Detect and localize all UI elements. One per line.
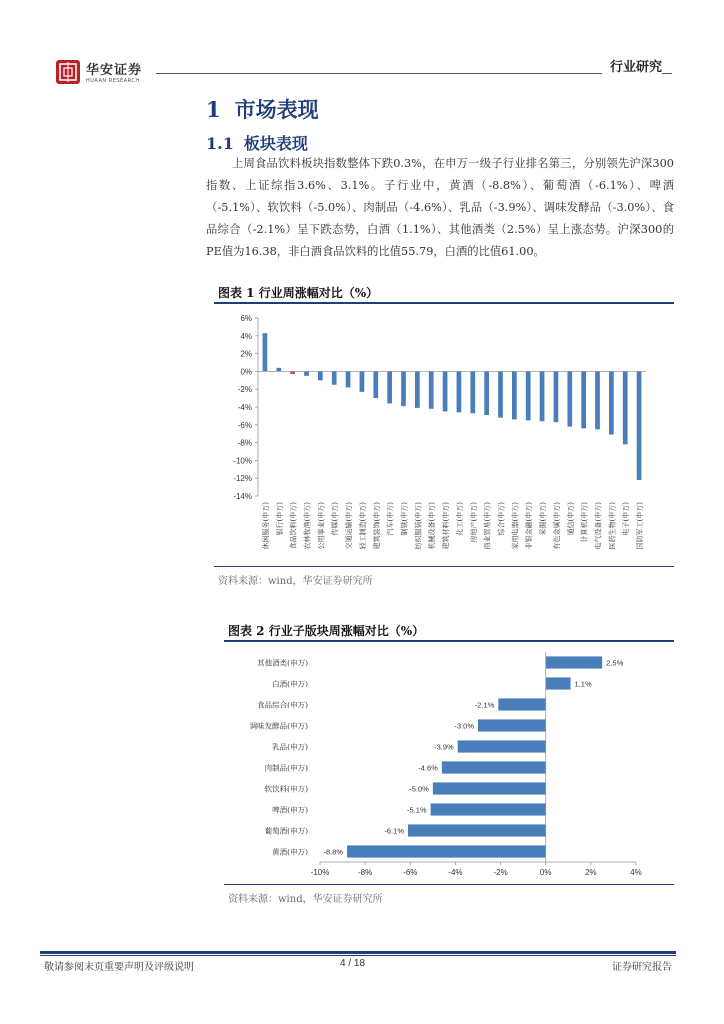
chart2-x-tick-label: 0% bbox=[539, 868, 552, 877]
chart2-y-label: 食品综合(申万) bbox=[257, 700, 308, 710]
chart2-data-label: -8.8% bbox=[323, 847, 344, 857]
chart1-bar bbox=[401, 371, 406, 406]
chart1-x-label: 汽车(申万) bbox=[386, 502, 395, 536]
chart1-x-label: 休闲服务(申万) bbox=[261, 502, 270, 550]
chart1-bar bbox=[443, 371, 448, 411]
chart1-bar bbox=[540, 371, 545, 421]
chart1-x-label: 纺织服装(申万) bbox=[414, 502, 423, 550]
chart1-bar bbox=[637, 371, 642, 480]
chart1-bar bbox=[304, 371, 309, 375]
chart1-bar bbox=[595, 371, 600, 429]
chart1-bar bbox=[373, 371, 378, 398]
chart2-data-label: -2.1% bbox=[474, 700, 495, 710]
chart2-data-label: 1.1% bbox=[574, 679, 592, 689]
chart1-bar bbox=[623, 371, 628, 444]
figure-1-chart bbox=[214, 306, 674, 564]
chart1-y-tick-label: 2% bbox=[240, 349, 252, 359]
figure-1-top-rule bbox=[214, 302, 674, 304]
chart1-y-tick-label: -2% bbox=[237, 385, 252, 395]
chart2-data-label: -6.1% bbox=[384, 826, 405, 836]
header-section-label: 行业研究 bbox=[602, 56, 662, 75]
chart2-bar bbox=[408, 824, 546, 836]
chart1-bar bbox=[470, 371, 475, 413]
chart2-y-label: 啤酒(申万) bbox=[272, 805, 308, 815]
chart1-y-tick-label: -14% bbox=[233, 492, 252, 501]
brand-name-en: HUAAN RESEARCH bbox=[86, 78, 140, 84]
chart1-x-label: 通信(申万) bbox=[566, 502, 575, 536]
chart2-x-tick-label: -6% bbox=[403, 868, 418, 877]
chart2-data-label: 2.5% bbox=[606, 658, 624, 668]
chart2-y-label: 乳品(申万) bbox=[272, 742, 308, 752]
chart1-bar bbox=[581, 371, 586, 428]
chart2-data-label: -4.6% bbox=[418, 763, 438, 773]
chart1-x-label: 电气设备(申万) bbox=[594, 502, 603, 550]
chart1-x-label: 建筑材料(申万) bbox=[442, 502, 451, 550]
chart1-bar bbox=[263, 333, 268, 371]
chart1-bar bbox=[360, 371, 365, 391]
chart1-y-tick-label: -12% bbox=[233, 474, 252, 484]
page-number: 4 / 18 bbox=[340, 958, 366, 969]
chart1-bar bbox=[512, 371, 517, 419]
chart1-x-label: 化工(申万) bbox=[455, 502, 464, 536]
chart1-bar bbox=[526, 371, 531, 420]
chart2-y-label: 葡萄酒(申万) bbox=[264, 826, 308, 836]
chart1-x-label: 有色金属(申万) bbox=[552, 502, 561, 550]
chart1-bar bbox=[554, 371, 559, 422]
chart1-y-tick-label: -6% bbox=[237, 420, 252, 430]
chart1-x-label: 建筑装饰(申万) bbox=[372, 502, 381, 550]
footer-disclaimer: 敬请参阅末页重要声明及评级说明 bbox=[44, 962, 194, 973]
subsection-title: 板块表现 bbox=[243, 134, 308, 153]
chart2-data-label: -3.9% bbox=[434, 742, 454, 752]
figure-1-source: 资料来源：wind，华安证券研究所 bbox=[218, 576, 373, 587]
chart1-bar bbox=[498, 371, 503, 417]
chart2-y-label: 软饮料(申万) bbox=[264, 784, 308, 794]
figure-2-source: 资料来源：wind，华安证券研究所 bbox=[228, 894, 383, 905]
chart1-x-label: 计算机(申万) bbox=[580, 502, 589, 543]
chart1-x-label: 商业贸易(申万) bbox=[483, 502, 492, 550]
chart2-y-label: 其他酒类(申万) bbox=[257, 658, 308, 668]
chart2-bar bbox=[433, 782, 546, 794]
chart2-y-label: 肉制品(申万) bbox=[264, 763, 308, 773]
chart1-x-label: 农林牧渔(申万) bbox=[303, 502, 312, 550]
header-rule bbox=[156, 73, 672, 74]
chart1-bar bbox=[276, 368, 281, 372]
brand-name: 华安证券 bbox=[86, 63, 143, 78]
chart1-bar bbox=[429, 371, 434, 408]
chart2-data-label: -5.0% bbox=[409, 784, 429, 794]
chart1-y-tick-label: 6% bbox=[240, 314, 252, 323]
chart2-bar bbox=[442, 761, 546, 773]
chart1-bar bbox=[318, 371, 323, 380]
chart1-bar bbox=[332, 371, 337, 384]
chart1-x-label: 医药生物(申万) bbox=[608, 502, 617, 550]
chart2-x-tick-label: 2% bbox=[585, 868, 597, 877]
chart1-y-tick-label: -8% bbox=[237, 438, 252, 448]
chart1-x-label: 房地产(申万) bbox=[469, 502, 478, 543]
chart1-y-tick-label: 4% bbox=[240, 331, 252, 341]
chart1-bar bbox=[484, 371, 489, 415]
figure-1-bottom-rule bbox=[214, 566, 674, 567]
subsection-heading bbox=[206, 131, 308, 154]
section-heading bbox=[206, 94, 319, 124]
figure-2-bottom-rule bbox=[224, 884, 674, 885]
chart1-x-label: 综合(申万) bbox=[497, 502, 506, 536]
chart2-y-label: 黄酒(申万) bbox=[272, 847, 308, 857]
chart2-x-tick-label: 4% bbox=[630, 868, 642, 877]
section-number: 1 bbox=[206, 97, 221, 122]
chart1-y-tick-label: 0% bbox=[240, 367, 252, 377]
chart1-bar bbox=[567, 371, 572, 426]
chart1-x-label: 国防军工(申万) bbox=[636, 502, 645, 550]
chart1-y-tick-label: -4% bbox=[237, 403, 252, 412]
chart2-bar bbox=[458, 740, 546, 752]
footer-rule-thin bbox=[40, 955, 676, 956]
chart2-bar bbox=[546, 656, 602, 668]
chart1-y-tick-label: -10% bbox=[233, 456, 252, 466]
figure-2-chart bbox=[224, 642, 674, 884]
page-header bbox=[50, 56, 676, 92]
chart1-x-label: 交通运输(申万) bbox=[345, 502, 354, 550]
chart2-bar bbox=[498, 698, 545, 710]
chart1-x-label: 公用事业(申万) bbox=[317, 502, 326, 550]
chart1-bar bbox=[346, 371, 351, 387]
chart1-x-label: 钢铁(申万) bbox=[400, 502, 409, 536]
chart2-y-label: 调味发酵品(申万) bbox=[249, 721, 308, 731]
section-title: 市场表现 bbox=[234, 97, 319, 122]
figure-1-title: 图表 1 行业周涨幅对比（%） bbox=[218, 286, 379, 300]
chart2-x-tick-label: -4% bbox=[448, 868, 463, 877]
chart2-x-tick-label: -8% bbox=[358, 868, 373, 877]
chart1-x-label: 银行(申万) bbox=[275, 502, 284, 536]
chart1-x-label: 传媒(申万) bbox=[331, 502, 340, 536]
brand-logo-icon bbox=[56, 60, 80, 84]
body-paragraph: 上周食品饮料板块指数整体下跌0.3%，在申万一级子行业排名第三，分别领先沪深300指数、上证综指3.6%、3.1%。子行业中，黄酒（-8.8%）、葡萄酒（-6.1%）、啤酒（-5.1%）、软饮料（-5.0%）、肉制品（-4.6%）、乳品（-3.9%）、调味发酵品（-3.0%）、食品综合（-2.1%）呈下跌态势，白酒（1.1%）、其他酒类（2.5%）呈上涨态势。沪深300的PE值为16.38，非白酒食品饮料的比值55.79，白酒的比值61.00。 bbox=[206, 157, 674, 258]
chart1-x-label: 采掘(申万) bbox=[539, 502, 548, 536]
chart2-x-tick-label: -10% bbox=[310, 868, 330, 877]
chart2-bar bbox=[431, 803, 546, 815]
chart1-x-label: 非银金融(申万) bbox=[525, 502, 534, 550]
chart1-bar bbox=[609, 371, 614, 434]
chart1-bar bbox=[457, 371, 462, 412]
chart2-data-label: -5.1% bbox=[407, 805, 427, 815]
chart1-x-label: 机械设备(申万) bbox=[428, 502, 437, 550]
footer-rule bbox=[40, 951, 676, 954]
chart2-x-tick-label: -2% bbox=[493, 868, 508, 877]
chart1-x-label: 轻工制造(申万) bbox=[358, 502, 367, 550]
chart2-bar bbox=[347, 845, 546, 857]
chart1-bar bbox=[387, 371, 392, 403]
chart1-x-label: 电子(申万) bbox=[622, 502, 631, 536]
chart2-bar bbox=[546, 677, 571, 689]
chart2-y-label: 白酒(申万) bbox=[272, 679, 308, 689]
chart1-x-label: 食品饮料(申万) bbox=[289, 502, 298, 550]
chart1-x-label: 家用电器(申万) bbox=[511, 502, 520, 550]
chart2-data-label: -3.0% bbox=[454, 721, 474, 731]
footer-report-type: 证券研究报告 bbox=[612, 962, 672, 973]
figure-2-title: 图表 2 行业子版块周涨幅对比（%） bbox=[228, 624, 425, 638]
chart1-bar bbox=[415, 371, 420, 407]
subsection-number: 1.1 bbox=[206, 134, 234, 153]
chart1-bar bbox=[290, 371, 295, 374]
chart2-bar bbox=[478, 719, 546, 731]
